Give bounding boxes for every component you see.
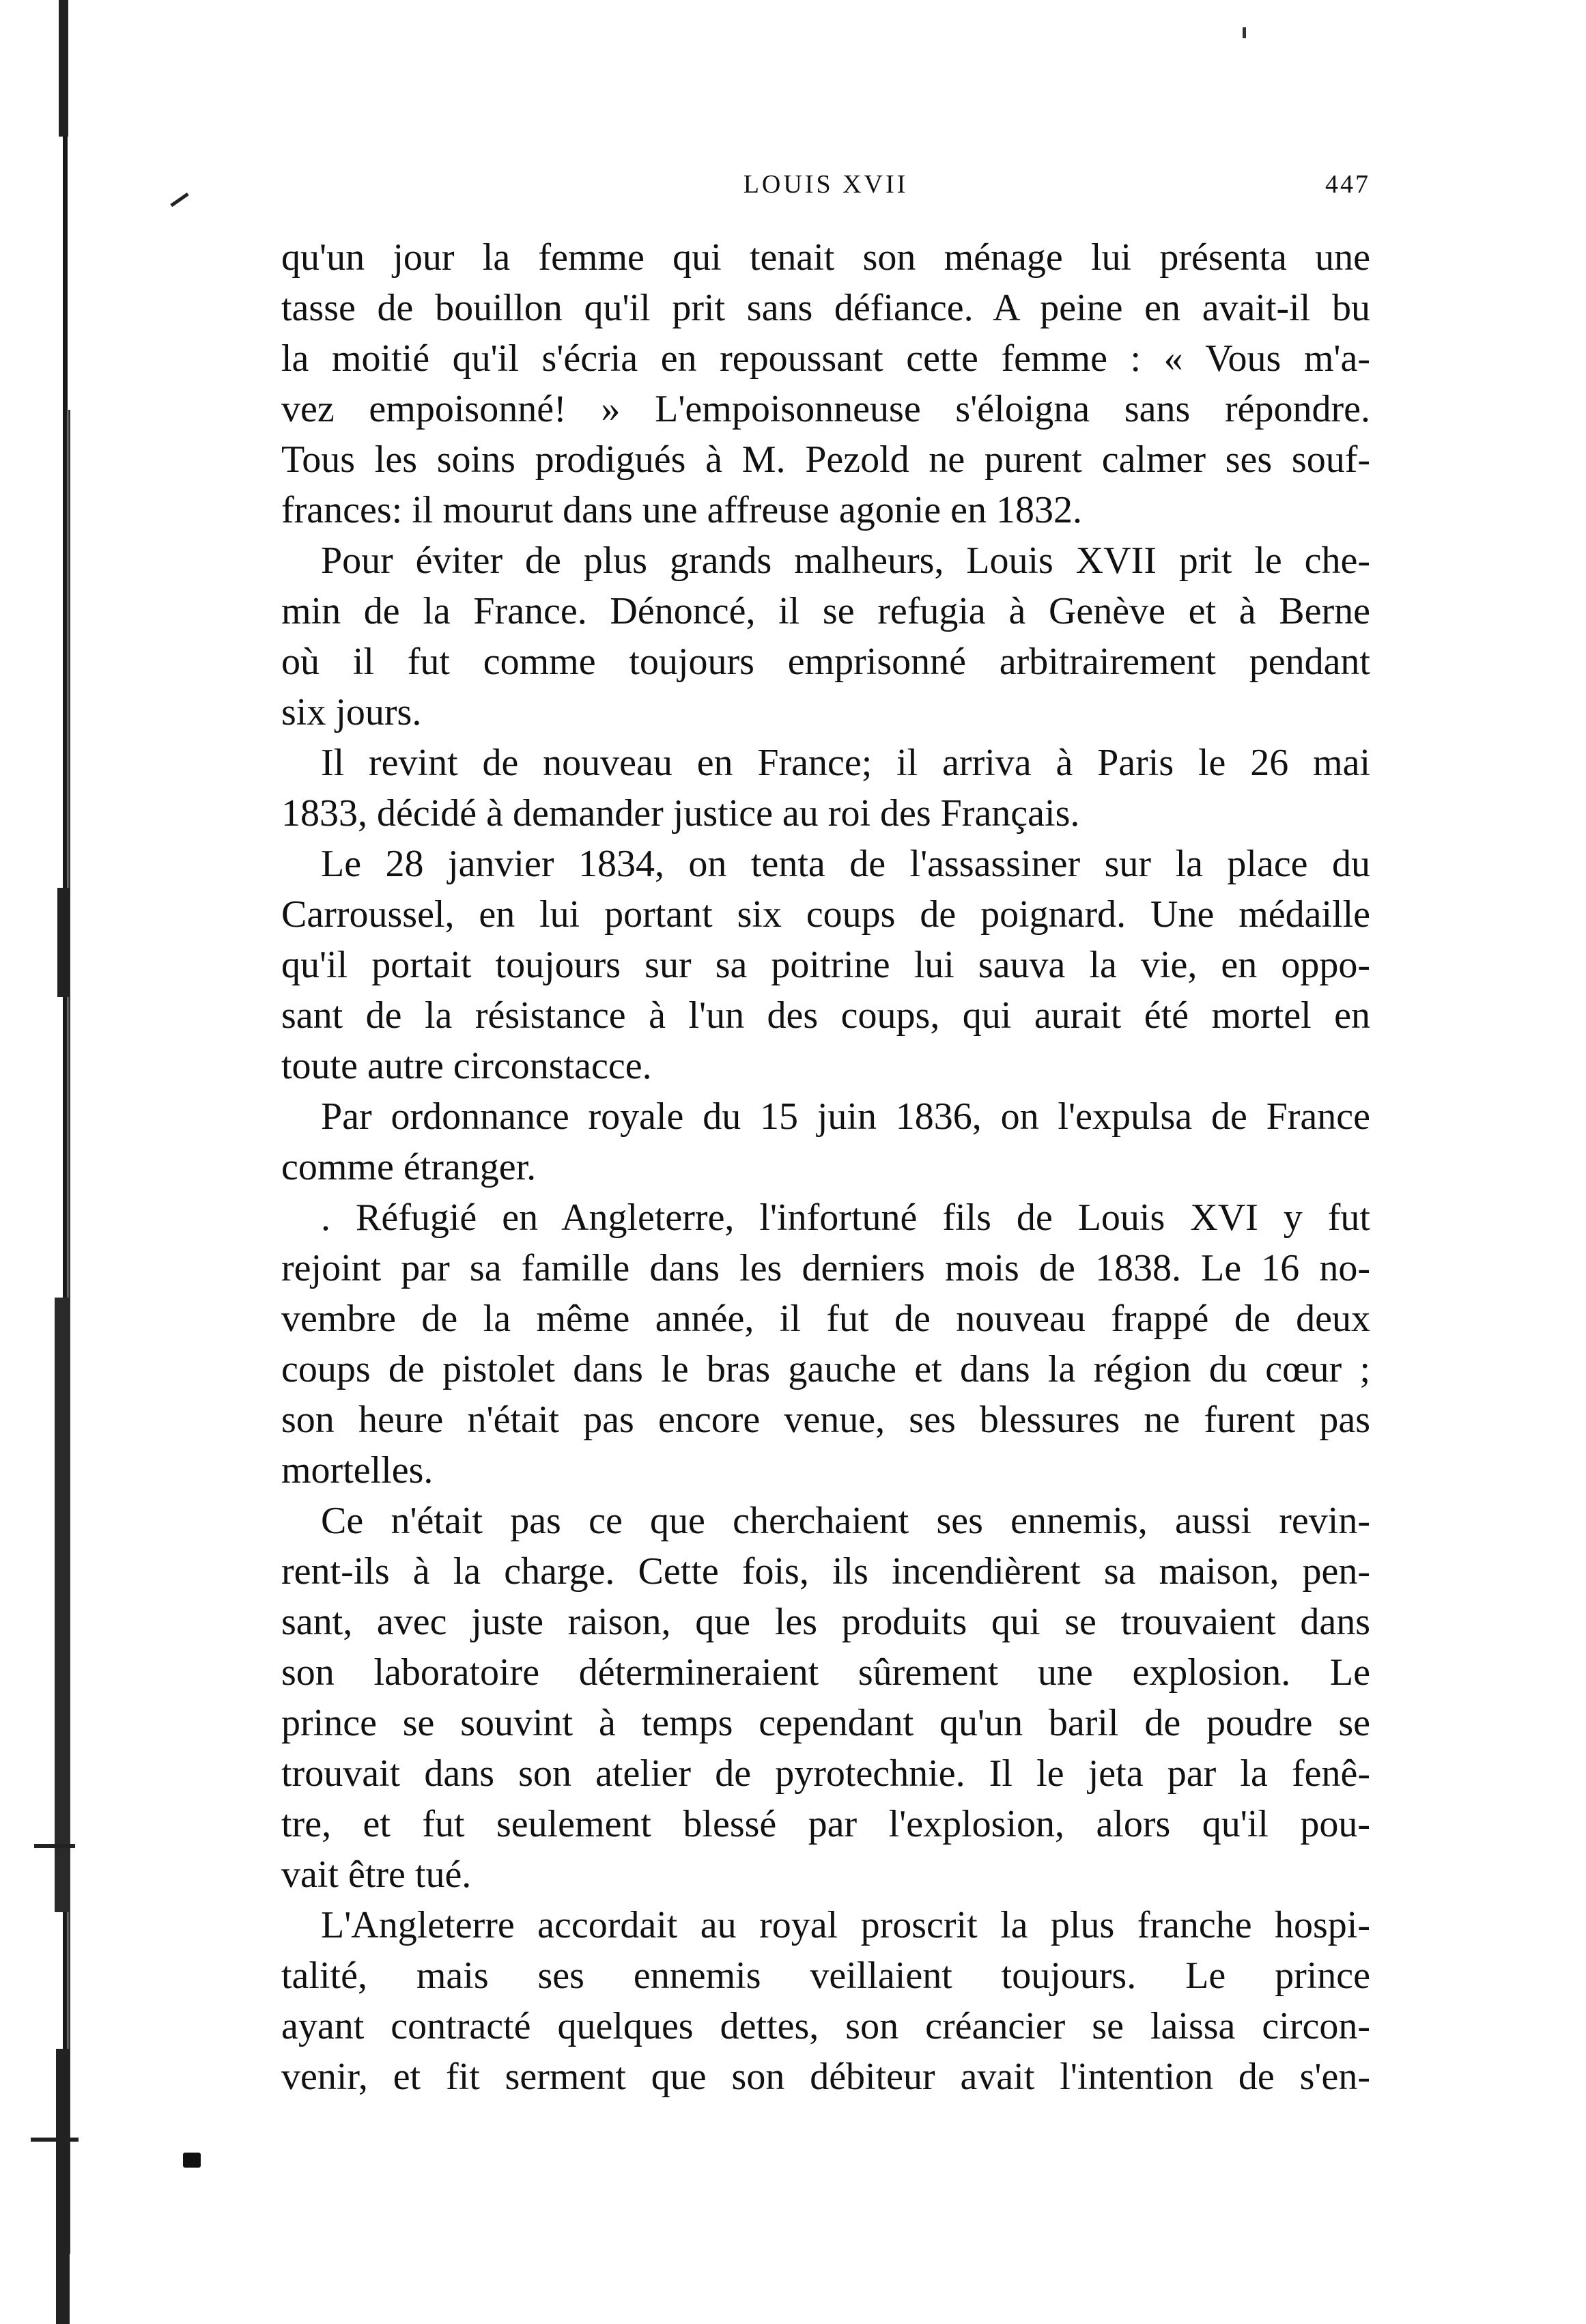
spine-block-low [55,1298,70,1912]
spine-tick-b [31,2138,79,2142]
text-line: la moitié qu'il s'écria en repoussant cette femme : « Vous m'a- [281,337,1370,380]
text-line: Carroussel, en lui portant six coups de poignard. Une médaille [281,893,1370,936]
text-line: Pour éviter de plus grands malheurs, Louis XVII prit le che- [321,540,1370,582]
text-line: venir, et fit serment que son débiteur avait l'intention de s'en- [281,2056,1370,2098]
text-line: qu'un jour la femme qui tenait son ménage lui présenta une [281,236,1370,279]
text-line: son laboratoire détermineraient sûrement une explosion. Le [281,1651,1370,1694]
text-line: ayant contracté quelques dettes, son créancier se laissa circon- [281,2005,1370,2047]
paragraph [281,738,1370,839]
text-line: Il revint de nouveau en France; il arriva à Paris le 26 mai [321,742,1370,784]
body-text [281,232,1370,2102]
text-line: Le 28 janvier 1834, on tenta de l'assassiner sur la place du [321,843,1370,885]
paragraph [281,839,1370,1091]
spine-block-bottom [56,2049,70,2324]
text-line: qu'il portait toujours sur sa poitrine lui sauva la vie, en oppo- [281,944,1370,986]
text-line: mortelles. [281,1449,434,1492]
text-line: comme étranger. [281,1146,537,1188]
text-line: Tous les soins prodigués à M. Pezold ne purent calmer ses souf- [281,438,1370,481]
spine-line-main [63,0,68,2324]
binding-edge [0,0,102,2324]
text-line: vembre de la même année, il fut de nouveau frappé de deux [281,1298,1370,1340]
text-line: sant, avec juste raison, que les produits qui se trouvaient dans [281,1601,1370,1643]
text-line: L'Angleterre accordait au royal proscrit la plus franche hospi- [321,1904,1370,1946]
text-line: prince se souvint à temps cependant qu'un baril de poudre se [281,1702,1370,1744]
text-line: Ce n'était pas ce que cherchaient ses ennemis, aussi revin- [321,1500,1370,1542]
text-line: frances: il mourut dans une affreuse agonie en 1832. [281,489,1083,531]
text-line: sant de la résistance à l'un des coups, qui aurait été mortel en [281,994,1370,1037]
paragraph [281,1091,1370,1192]
text-line: son heure n'était pas encore venue, ses blessures ne furent pas [281,1399,1370,1441]
text-line: Par ordonnance royale du 15 juin 1836, on l'expulsa de France [321,1095,1370,1138]
text-line: coups de pistolet dans le bras gauche et dans la région du cœur ; [281,1348,1370,1390]
text-line: tre, et fut seulement blessé par l'explosion, alors qu'il pou- [281,1803,1370,1845]
text-line: vez empoisonné! » L'empoisonneuse s'éloigna sans répondre. [281,388,1370,430]
text-line: rejoint par sa famille dans les derniers mois de 1838. Le 16 no- [281,1247,1370,1289]
text-line: vait être tué. [281,1853,472,1896]
page-number: 447 [1325,170,1370,199]
text-line: talité, mais ses ennemis veillaient toujours. Le prince [281,1955,1370,1997]
spine-block-mid [57,888,70,997]
stray-mark-bottom [183,2153,201,2168]
paragraph [281,232,1370,535]
text-line: tasse de bouillon qu'il prit sans défiance. A peine en avait-il bu [281,287,1370,329]
running-title: LOUIS XVII [743,170,909,199]
paragraph [281,1496,1370,1900]
text-line: où il fut comme toujours emprisonné arbitrairement pendant [281,641,1370,683]
text-line: rent-ils à la charge. Cette fois, ils incendièrent sa maison, pen- [281,1550,1370,1593]
spine-tick-a [34,1844,75,1848]
stray-mark-left [170,193,188,207]
text-line: . Réfugié en Angleterre, l'infortuné fils de Louis XVI y fut [321,1196,1370,1239]
running-header [281,169,1370,210]
text-line: min de la France. Dénoncé, il se refugia à Genève et à Berne [281,590,1370,632]
text-line: 1833, décidé à demander justice au roi des Français. [281,792,1080,835]
paragraph [281,1192,1370,1496]
text-line: trouvait dans son atelier de pyrotechnie. Il le jeta par la fenê- [281,1752,1370,1795]
paragraph [281,535,1370,738]
text-line: six jours. [281,691,422,733]
spine-block-top [59,0,68,137]
paragraph [281,1900,1370,2102]
stray-mark-top [1243,27,1246,38]
text-line: toute autre circonstacce. [281,1045,652,1087]
